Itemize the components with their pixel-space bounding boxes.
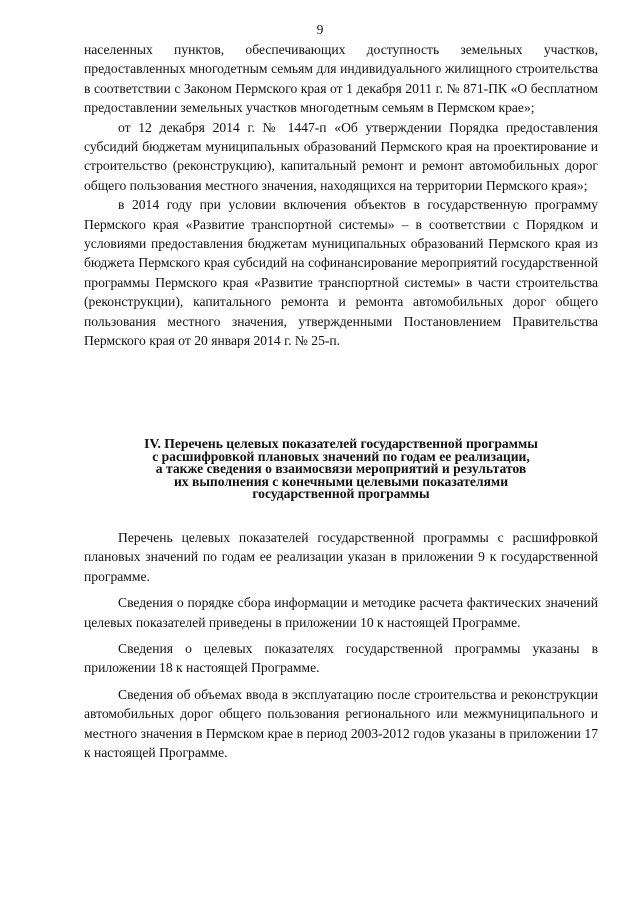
text-block-top [84,40,598,351]
paragraph-methodology: Сведения о порядке сбора информации и методике расчета фактических значений целевых показателей приведены в приложении 10 к настоящей Программе. [84,595,598,630]
page-number: 9 [316,22,324,37]
paragraph-land-plots: населенных пунктов, обеспечивающих доступность земельных участков, предоставленных многодетным семьям для индивидуального жилищного строительства в соответствии с Законом Пермского края от 1 декабря 2011 г. № 871-ПК «О бесплатном предоставлении земельных участков многодетным семьям в Пермском крае»; [84,42,598,116]
heading-line-2: с расшифровкой плановых значений по годам ее реализации, [152,448,530,464]
paragraph-resolution-1447: от 12 декабря 2014 г. № 1447-п «Об утверждении Порядка предоставления субсидий бюджетам муниципальных образований Пермского края на проектирование и строительство (реконструкцию), капитальный ремонт и ремонт автомобильных дорог общего пользования местного значения, находящихся на территории Пермского края»; [84,119,598,193]
paragraph-indicators-list: Перечень целевых показателей государственной программы с расшифровкой плановых значений по годам ее реализации указан в приложении 9 к государственной программе. [84,530,598,584]
heading-line-5: государственной программы [252,486,430,502]
heading-line-1: IV. Перечень целевых показателей государственной программы [144,436,538,451]
paragraph-target-indicators: Сведения о целевых показателях государственной программы указаны в приложении 18 к настоящей Программе. [84,641,598,676]
section-heading-iv [84,438,598,501]
paragraph-commissioning-volumes: Сведения об объемах ввода в эксплуатацию после строительства и реконструкции автомобильных дорог общего пользования регионального или межмуниципального и местного значения в Пермском крае в период 2003-2012 годов указаны в приложении 17 к настоящей Программе. [84,686,598,761]
text-block-bottom [84,528,598,769]
paragraph-program-2014: в 2014 году при условии включения объектов в государственную программу Пермского края «Развитие транспортной системы» – в соответствии с Порядком и условиями предоставления бюджетам муниципальных образований Пермского края из бюджета Пермского края субсидий на софинансирование мероприятий государственной программы Пермского края «Развитие транспортной системы» в части строительства (реконструкции), капитального ремонта и ремонта автомобильных дорог общего пользования местного значения, утвержденными Постановлением Правительства Пермского края от 20 января 2014 г. № 25-п. [84,197,598,349]
heading-line-4: их выполнения с конечными целевыми показателями [173,473,509,489]
heading-line-3: а также сведения о взаимосвязи мероприятий и результатов [155,461,527,477]
